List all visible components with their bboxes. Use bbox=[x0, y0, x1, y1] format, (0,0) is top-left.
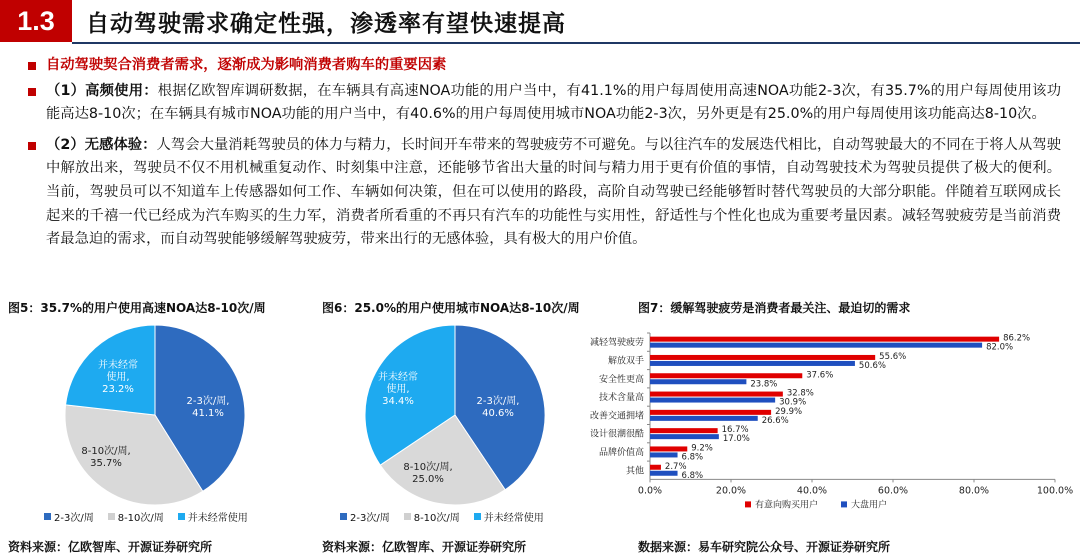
y-category-label: 设计很潮很酷 bbox=[589, 429, 644, 440]
legend-swatch-intent-buyers bbox=[745, 501, 751, 507]
bar-value-label: 50.6% bbox=[858, 360, 886, 371]
figure-5-caption: 图5：35.7%的用户使用高速NOA达8-10次/周 bbox=[8, 301, 266, 315]
bar-value-label: 29.9% bbox=[775, 406, 803, 417]
bar-value-label: 30.9% bbox=[779, 397, 807, 408]
bar-value-label: 2.7% bbox=[664, 461, 687, 472]
bar-all-users bbox=[650, 398, 775, 403]
figure-7-caption: 图7：缓解驾驶疲劳是消费者最关注、最迫切的需求 bbox=[638, 301, 911, 315]
bar-all-users bbox=[650, 434, 719, 439]
pie-data-label bbox=[187, 394, 230, 419]
legend-swatch bbox=[404, 513, 411, 520]
bar-value-label: 37.6% bbox=[806, 370, 834, 381]
legend-swatch bbox=[340, 513, 347, 520]
figure-5-pie-chart bbox=[20, 320, 290, 510]
bar-value-label: 16.7% bbox=[721, 425, 749, 436]
bar-value-label: 17.0% bbox=[722, 434, 750, 445]
paragraph-seamless-experience bbox=[26, 134, 1061, 252]
bar-intent-buyers bbox=[650, 355, 875, 360]
figure-6-caption: 图6：25.0%的用户使用城市NOA达8-10次/周 bbox=[322, 301, 580, 315]
legend-item bbox=[44, 509, 94, 524]
bar-intent-buyers bbox=[650, 373, 802, 378]
legend-label: 2-3次/周 bbox=[350, 513, 390, 524]
bar-value-label: 32.8% bbox=[786, 388, 814, 399]
y-category-label: 安全性更高 bbox=[598, 374, 644, 385]
bullet-square-icon bbox=[28, 142, 36, 150]
pie-data-label-line: 23.2% bbox=[102, 384, 134, 395]
y-category-label: 改善交通拥堵 bbox=[589, 411, 644, 422]
bar-intent-buyers bbox=[650, 428, 718, 433]
legend-item bbox=[108, 509, 164, 524]
bar-all-users bbox=[650, 361, 855, 366]
bar-all-users bbox=[650, 343, 982, 348]
legend-swatch bbox=[178, 513, 185, 520]
y-category-label: 其他 bbox=[625, 466, 644, 477]
legend-swatch bbox=[474, 513, 481, 520]
x-tick-label: 60.0% bbox=[877, 485, 909, 497]
legend-item bbox=[404, 509, 460, 524]
bar-value-label: 86.2% bbox=[1003, 333, 1031, 344]
bar-value-label: 55.6% bbox=[879, 351, 907, 362]
bar-all-users bbox=[650, 379, 746, 384]
x-tick-label: 40.0% bbox=[796, 485, 828, 497]
x-tick-label: 80.0% bbox=[958, 485, 990, 497]
legend-swatch-all-users bbox=[841, 501, 847, 507]
bar-intent-buyers bbox=[650, 465, 661, 470]
x-tick-label: 100.0% bbox=[1036, 485, 1074, 497]
bar-value-label: 23.8% bbox=[750, 379, 778, 390]
key-point bbox=[26, 54, 1061, 78]
body-text bbox=[26, 54, 1061, 252]
legend-label: 8-10次/周 bbox=[413, 513, 460, 524]
paragraph-high-frequency bbox=[26, 80, 1061, 127]
bar-value-label: 6.8% bbox=[681, 470, 704, 481]
legend-label: 并未经常使用 bbox=[187, 513, 248, 524]
pie-data-label-line: 2-3次/周, bbox=[186, 396, 230, 407]
paragraph-text: 根据亿欧智库调研数据，在车辆具有高速NOA功能的用户当中，有41.1%的用户每周使用高速NOA功能2-3次，有35.7%的用户每周使用该功能高达8-10次；在车辆具有城市NOA功能的用户当中，有40.6%的用户每周使用城市NOA功能2-3次，另外更是有25.0%的用户每周使用该功能高达8-10次。 bbox=[46, 82, 1061, 123]
y-category-label: 减轻驾驶疲劳 bbox=[589, 338, 644, 349]
legend-item bbox=[178, 509, 248, 524]
bar-intent-buyers bbox=[650, 392, 783, 397]
legend-swatch bbox=[108, 513, 115, 520]
figure-7-bar-chart bbox=[565, 325, 1075, 530]
bullet-square-icon bbox=[28, 62, 36, 70]
figure-5-source: 资料来源：亿欧智库、开源证券研究所 bbox=[8, 540, 213, 554]
section-number: 1.3 bbox=[0, 0, 72, 42]
legend-label: 2-3次/周 bbox=[54, 513, 94, 524]
key-point-text: 自动驾驶契合消费者需求，逐渐成为影响消费者购车的重要因素 bbox=[46, 57, 447, 73]
legend-item bbox=[474, 509, 544, 524]
pie-data-label-line: 25.0% bbox=[412, 474, 444, 485]
page-title: 自动驾驶需求确定性强，渗透率有望快速提高 bbox=[86, 10, 566, 37]
header-divider bbox=[72, 42, 1080, 44]
bar-value-label: 82.0% bbox=[986, 342, 1014, 353]
bar-intent-buyers bbox=[650, 446, 687, 451]
figure-6-legend bbox=[340, 509, 544, 524]
legend-swatch bbox=[44, 513, 51, 520]
figure-6-pie-chart bbox=[320, 320, 590, 510]
pie-data-label-line: 41.1% bbox=[192, 408, 224, 419]
bar-all-users bbox=[650, 452, 678, 457]
pie-data-label bbox=[477, 394, 520, 419]
x-tick-label: 0.0% bbox=[637, 485, 663, 497]
paragraph-heading: （1）高频使用： bbox=[46, 82, 158, 99]
y-category-label: 品牌价值高 bbox=[598, 447, 644, 458]
pie-data-label-line: 并未经常 bbox=[378, 372, 418, 383]
figure-7-source: 数据来源：易车研究院公众号、开源证券研究所 bbox=[638, 540, 891, 554]
y-category-label: 技术含量高 bbox=[598, 393, 644, 404]
pie-data-label-line: 并未经常 bbox=[98, 360, 138, 371]
pie-data-label-line: 34.4% bbox=[382, 396, 414, 407]
pie-data-label-line: 8-10次/周, bbox=[81, 446, 131, 457]
pie-data-label-line: 35.7% bbox=[90, 458, 122, 469]
legend-item bbox=[340, 509, 390, 524]
bar-intent-buyers bbox=[650, 337, 999, 342]
paragraph-heading: （2）无感体验： bbox=[46, 136, 157, 153]
figure-6-source: 资料来源：亿欧智库、开源证券研究所 bbox=[322, 540, 527, 554]
legend-label-intent-buyers: 有意向购买用户 bbox=[755, 500, 819, 511]
y-category-label: 解放双手 bbox=[607, 356, 644, 367]
bar-intent-buyers bbox=[650, 410, 771, 415]
pie-data-label-line: 使用, bbox=[386, 384, 410, 395]
paragraph-text: 人驾会大量消耗驾驶员的体力与精力，长时间开车带来的驾驶疲劳不可避免。与以往汽车的发展迭代相比，自动驾驶最大的不同在于将人从驾驶中解放出来，驾驶员不仅不用机械重复动作、时刻集中注意，还能够节省出大量的时间与精力用于更有价值的事情，自动驾驶技术为驾驶员提供了极大的便利。当前，驾驶员可以不知道车上传感器如何工作、车辆如何决策，但在可以使用的路段，高阶自动驾驶已经能够暂时替代驾驶员的大部分职能。伴随着互联网成长起来的千禧一代已经成为汽车购买的生力军，消费者所看重的不再只有汽车的功能性与实用性，舒适性与个性化也成为重要考量因素。减轻驾驶疲劳是当前消费者最急迫的需求，而自动驾驶能够缓解驾驶疲劳，带来出行的无感体验，具有极大的用户价值。 bbox=[46, 136, 1061, 248]
legend-label: 8-10次/周 bbox=[117, 513, 164, 524]
legend-label-all-users: 大盘用户 bbox=[851, 500, 888, 511]
pie-data-label-line: 使用, bbox=[106, 372, 130, 383]
bullet-square-icon bbox=[28, 88, 36, 96]
bar-value-label: 26.6% bbox=[761, 415, 789, 426]
x-tick-label: 20.0% bbox=[715, 485, 747, 497]
figure-5-legend bbox=[44, 509, 248, 524]
bar-all-users bbox=[650, 416, 758, 421]
bar-value-label: 9.2% bbox=[691, 443, 713, 454]
pie-data-label-line: 2-3次/周, bbox=[476, 396, 520, 407]
pie-data-label-line: 8-10次/周, bbox=[403, 462, 453, 473]
legend-label: 并未经常使用 bbox=[483, 513, 544, 524]
pie-data-label-line: 40.6% bbox=[482, 408, 514, 419]
bar-value-label: 6.8% bbox=[681, 452, 704, 463]
